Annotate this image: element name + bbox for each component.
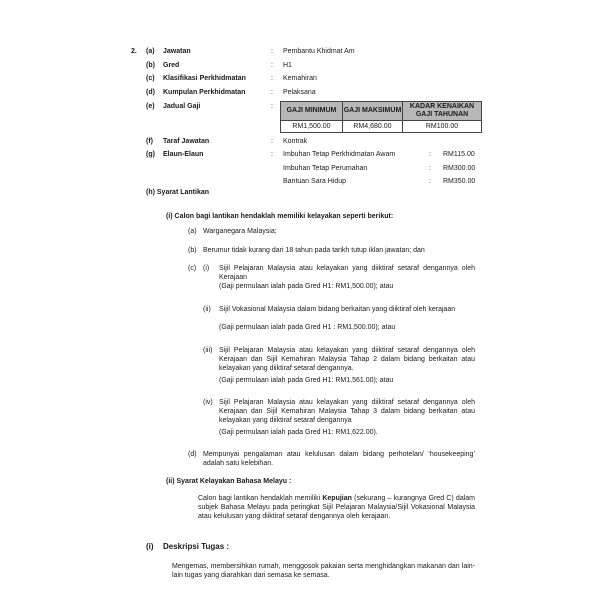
colon: : (271, 138, 273, 145)
qualification-text: Sijil Pelajaran Malaysia atau kelayakan yang diiktiraf setaraf dengannya oleh Kerajaan (219, 265, 475, 281)
allowance-amount: RM300.00 (443, 165, 476, 172)
list-label-d: (d) (188, 451, 197, 458)
colon: : (429, 178, 431, 185)
colon: : (271, 62, 273, 69)
label-jawatan: Jawatan (163, 48, 191, 55)
syarat-d-text: Mempunyai pengalaman atau kelulusan dalam bidang perhotelan/ ‘housekeeping’ adalah satu kelebihan. (203, 451, 475, 467)
row-letter-c: (c) (146, 75, 155, 82)
bahasa-melayu-paragraph (198, 494, 475, 521)
allowance-amount: RM115.00 (443, 151, 475, 158)
salary-table (280, 101, 482, 133)
syarat-sub-ii: (ii) Syarat Kelayakan Bahasa Melayu : (166, 478, 292, 485)
cell-gaji-minimum: RM1,500.00 (281, 121, 343, 133)
syarat-heading: (h) Syarat Lantikan (146, 189, 210, 196)
list-label-b: (b) (188, 247, 197, 254)
salary-note: (Gaji permulaan ialah pada Gred H1 : RM1,500.00); atau (219, 324, 396, 331)
row-letter-d: (d) (146, 89, 155, 96)
colon: : (271, 103, 273, 110)
cell-kadar-kenaikan: RM100.00 (403, 121, 482, 133)
value-jawatan: Pembantu Khidmat Am (283, 48, 355, 55)
header-gaji-maksimum: GAJI MAKSIMUM (343, 102, 403, 121)
allowance-name: Imbuhan Tetap Perumahan (283, 165, 368, 172)
row-letter-g: (g) (146, 151, 155, 158)
value-gred: H1 (283, 62, 292, 69)
syarat-a-text: Warganegara Malaysia; (203, 228, 277, 235)
list-label-a: (a) (188, 228, 197, 235)
colon: : (271, 48, 273, 55)
allowance-amount: RM350.00 (443, 178, 476, 185)
cell-gaji-maksimum: RM4,680.00 (343, 121, 403, 133)
label-taraf: Taraf Jawatan (163, 138, 210, 145)
row-letter-a: (a) (146, 48, 155, 55)
colon: : (271, 89, 273, 96)
label-jadual-gaji: Jadual Gaji (163, 103, 201, 110)
row-letter-f: (f) (146, 138, 153, 145)
item-number: 2. (131, 48, 137, 55)
label-kumpulan: Kumpulan Perkhidmatan (163, 89, 246, 96)
salary-note: (Gaji permulaan ialah pada Gred H1: RM1,561.00); atau (219, 377, 394, 384)
bm-text: Calon bagi lantikan hendaklah memiliki (198, 495, 323, 502)
deskripsi-label: (i) (146, 542, 154, 551)
colon: : (429, 151, 431, 158)
colon: : (429, 165, 431, 172)
value-kumpulan: Pelaksana (283, 89, 316, 96)
list-label-c: (c) (188, 265, 197, 272)
row-letter-b: (b) (146, 62, 155, 69)
row-letter-e: (e) (146, 103, 155, 110)
header-kadar-kenaikan: KADAR KENAIKAN GAJI TAHUNAN (403, 102, 482, 121)
roman-label: (iii) (203, 347, 213, 354)
value-klasifikasi: Kemahiran (283, 75, 317, 82)
bm-text: (sekurang – kurangnya Gred C) dalam subjek Bahasa Melayu pada peringkat Sijil Pelajaran Malaysia/Sijil Vokasional Malaysia atau kelulusan yang diiktiraf setaraf dengannya oleh kerajaan. (198, 495, 475, 520)
label-gred: Gred (163, 62, 180, 69)
deskripsi-text: Mengemas, membersihkan rumah, menggosok pakaian serta menghidangkan makanan dan lain-lain tugas yang diarahkan dari semasa ke semasa. (172, 563, 475, 579)
syarat-sub-i: (i) Calon bagi lantikan hendaklah memiliki kelayakan seperti berikut: (166, 213, 394, 220)
roman-label: (ii) (203, 306, 211, 313)
label-elaun: Elaun-Elaun (163, 151, 204, 158)
label-klasifikasi: Klasifikasi Perkhidmatan (163, 75, 246, 82)
value-taraf: Kontrak (283, 138, 308, 145)
deskripsi-heading: Deskripsi Tugas : (163, 542, 230, 551)
bm-bold-text: Kepujian (322, 495, 352, 502)
roman-label: (iv) (203, 399, 213, 406)
salary-note: (Gaji permulaan ialah pada Gred H1: RM1,622.00). (219, 429, 378, 436)
allowance-name: Bantuan Sara Hidup (283, 178, 347, 185)
roman-label: (i) (203, 265, 210, 272)
qualification-text: Sijil Pelajaran Malaysia atau kelayakan yang diiktiraf setaraf dengannya oleh Kerajaan dan Sijil Kemahiran Malaysia Tahap 3 dalam bidang berkaitan atau kelayakan yang diiktiraf setaraf dengannya (219, 399, 475, 424)
header-gaji-minimum: GAJI MINIMUM (281, 102, 343, 121)
colon: : (271, 75, 273, 82)
allowance-name: Imbuhan Tetap Perkhidmatan Awam (283, 151, 396, 158)
colon: : (271, 151, 273, 158)
qualification-text: Sijil Vokasional Malaysia dalam bidang berkaitan yang diiktiraf oleh kerajaan (219, 306, 456, 313)
syarat-b-text: Berumur tidak kurang dari 18 tahun pada tarikh tutup iklan jawatan; dan (203, 247, 425, 254)
qualification-text: Sijil Pelajaran Malaysia atau kelayakan yang diiktiraf setaraf dengannya oleh Kerajaan dan Sijil Kemahiran Malaysia Tahap 2 dalam bidang berkaitan atau kelayakan yang diiktiraf setaraf dengannya. (219, 347, 475, 372)
salary-note: (Gaji permulaan ialah pada Gred H1: RM1,500.00); atau (219, 283, 394, 290)
